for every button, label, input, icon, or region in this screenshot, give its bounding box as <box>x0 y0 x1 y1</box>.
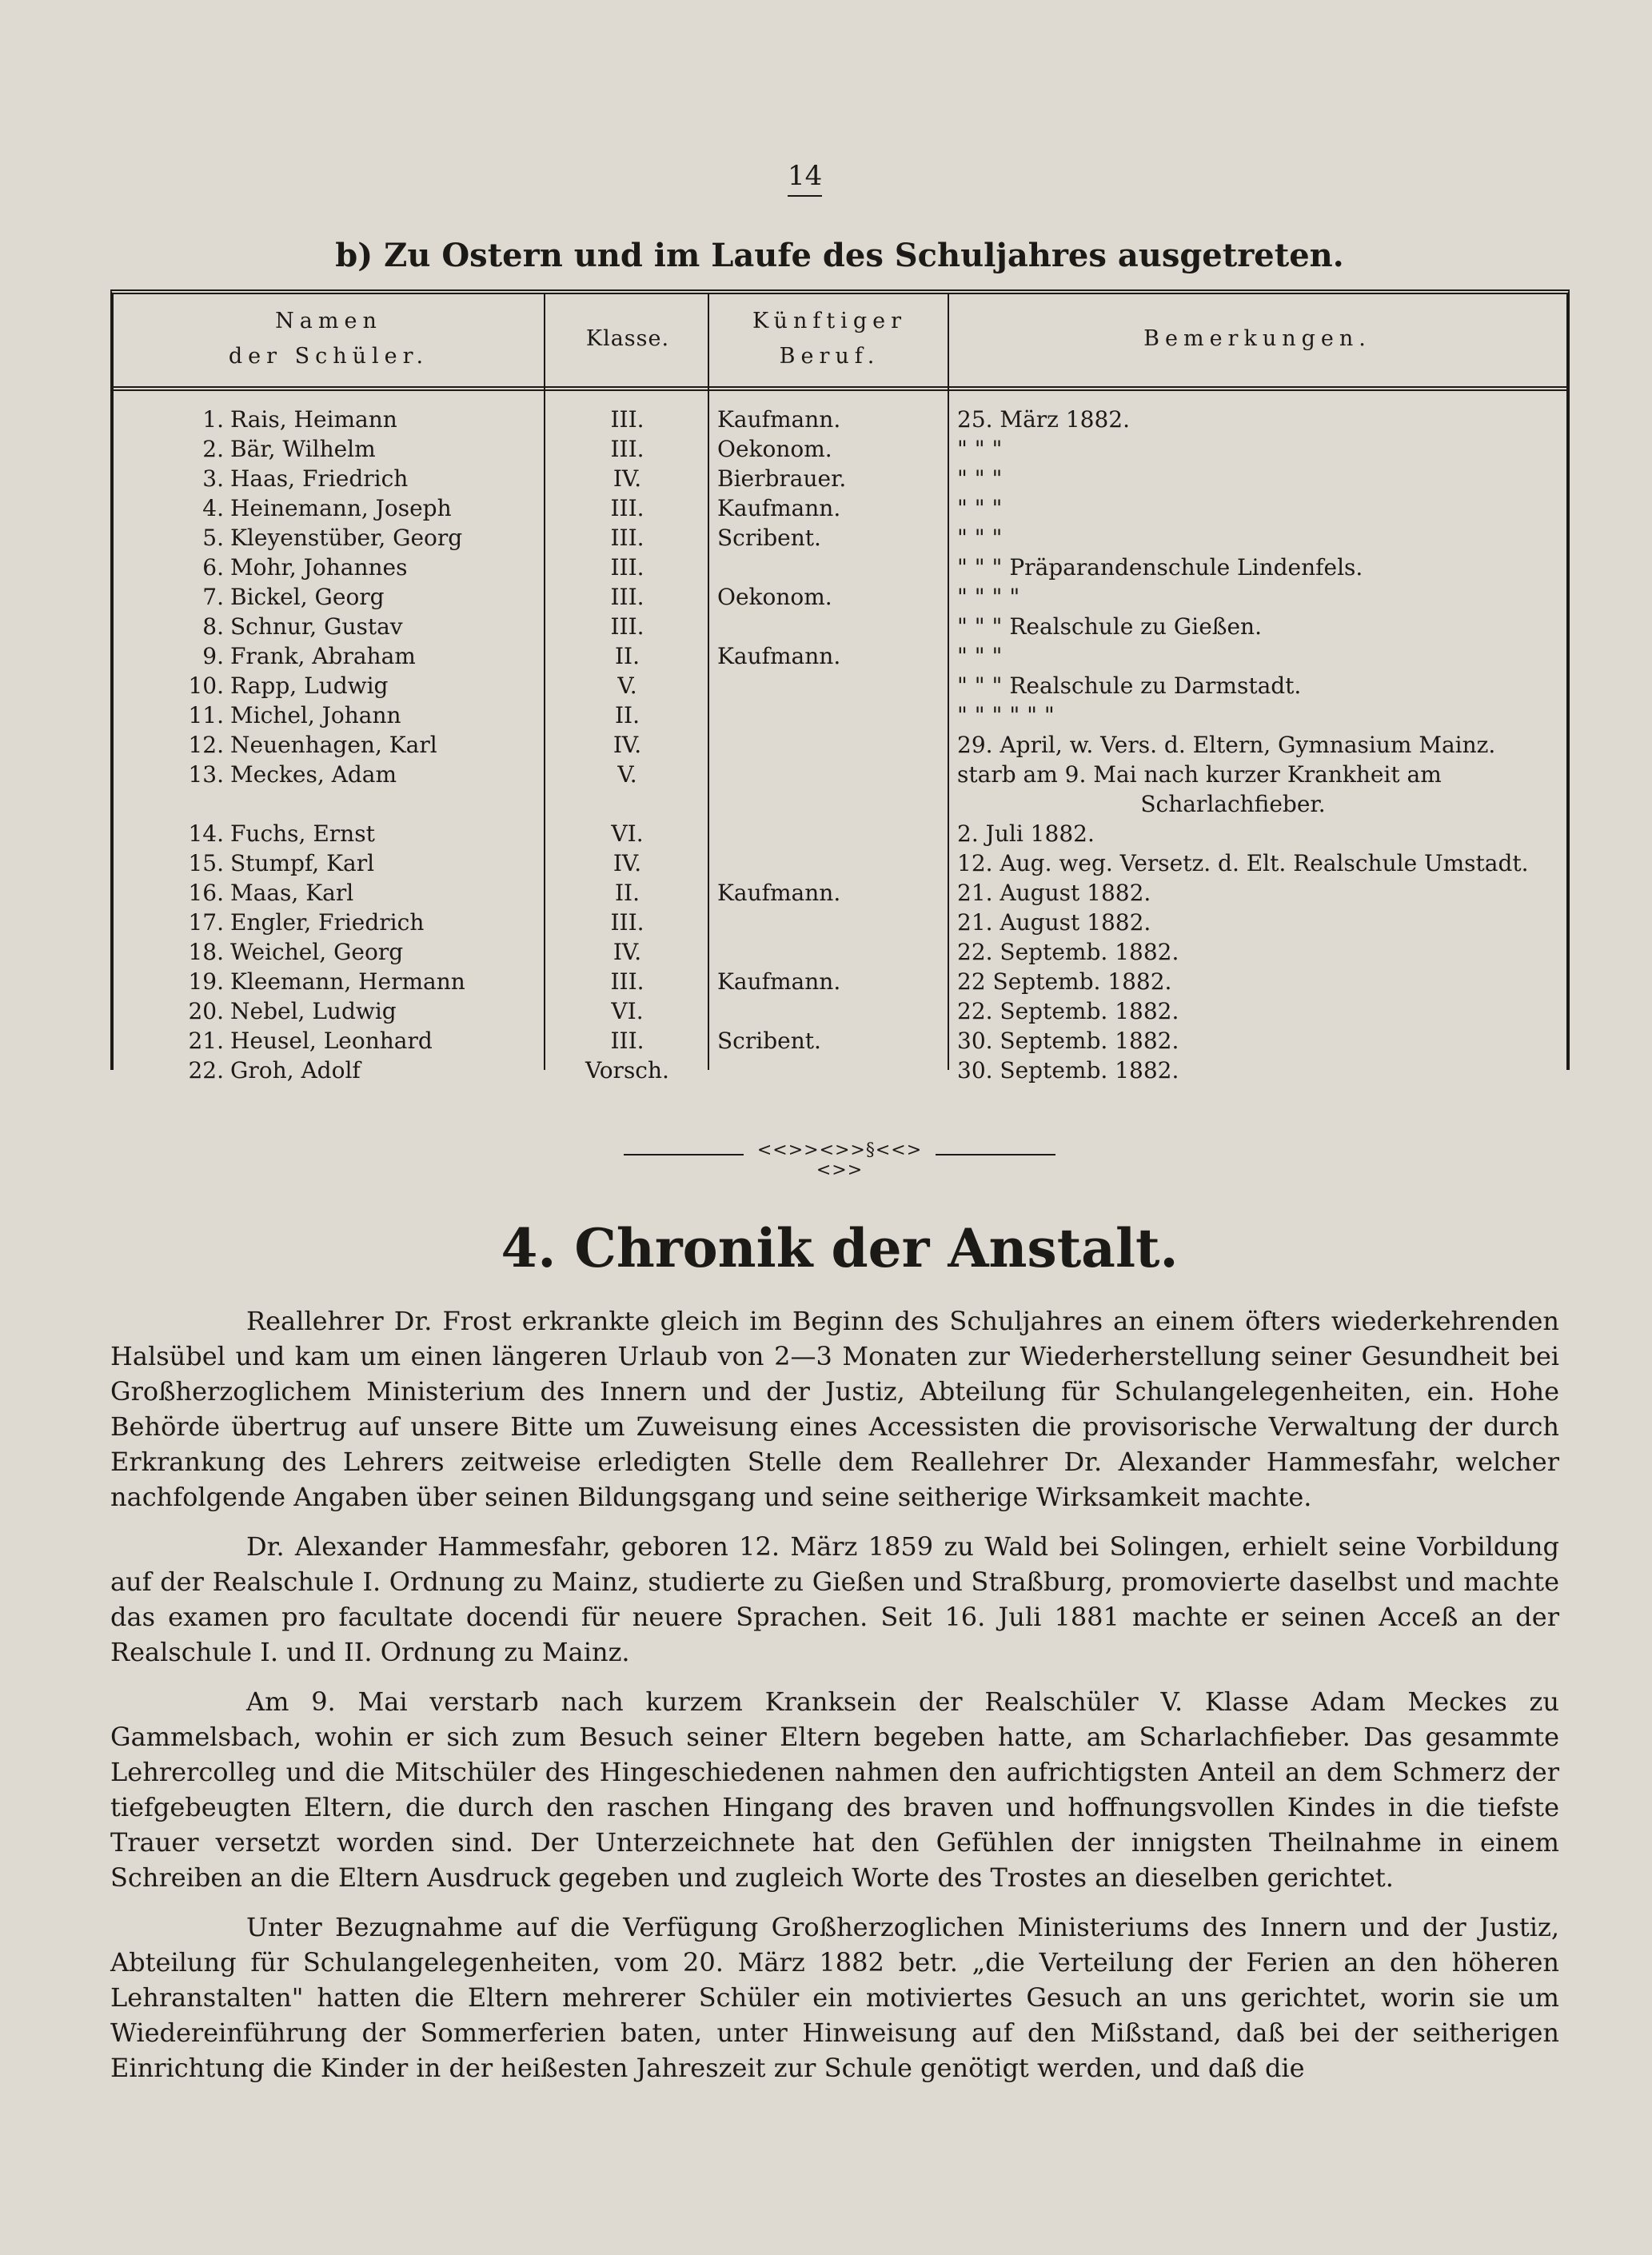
student-name: Haas, Friedrich <box>230 465 409 492</box>
remarks-cell: " " " <box>957 465 1003 492</box>
career-cell: Oekonom. <box>717 436 832 462</box>
student-name: Fuchs, Ernst <box>230 820 375 847</box>
class-cell: II. <box>614 702 640 728</box>
class-cell: II. <box>614 880 640 906</box>
remarks-cell: 21. August 1882. <box>957 880 1151 906</box>
career-cell: Scribent. <box>717 1028 821 1054</box>
career-cell: Scribent. <box>717 525 821 551</box>
table-row <box>114 464 1566 493</box>
student-name: Neuenhagen, Karl <box>230 732 437 758</box>
table-row <box>114 612 1566 641</box>
class-cell: III. <box>610 968 644 995</box>
career-cell: Kaufmann. <box>717 880 841 906</box>
student-name: Meckes, Adam <box>230 761 397 788</box>
class-cell: III. <box>610 525 644 551</box>
row-number: 21. <box>188 1028 224 1054</box>
remarks-cell: 25. März 1882. <box>957 406 1130 433</box>
row-number: 10. <box>188 673 224 699</box>
row-number: 4. <box>202 495 224 521</box>
table-body <box>114 405 1566 1085</box>
row-number: 1. <box>202 406 224 433</box>
class-cell: III. <box>610 613 644 640</box>
row-number: 11. <box>188 702 224 728</box>
row-number: 20. <box>188 998 224 1024</box>
student-name: Rais, Heimann <box>230 406 397 433</box>
career-cell: Kaufmann. <box>717 643 841 669</box>
class-cell: VI. <box>611 820 644 847</box>
table-row <box>114 434 1566 464</box>
student-name: Heinemann, Joseph <box>230 495 452 521</box>
section-heading: b) Zu Ostern und im Laufe des Schuljahres ausgetreten. <box>335 237 1344 274</box>
row-number: 3. <box>202 465 224 492</box>
remarks-cell: " " " Präparandenschule Lindenfels. <box>957 554 1363 581</box>
class-cell: III. <box>610 909 644 936</box>
student-name: Bär, Wilhelm <box>230 436 376 462</box>
class-cell: IV. <box>613 732 642 758</box>
header-rule <box>114 386 1566 391</box>
remarks-cell: " " " Realschule zu Darmstadt. <box>957 673 1302 699</box>
header-class: Klasse. <box>585 326 670 351</box>
chronicle-text <box>110 1303 1559 2100</box>
table-row <box>114 878 1566 908</box>
career-cell: Oekonom. <box>717 584 832 610</box>
student-name: Nebel, Ludwig <box>230 998 397 1024</box>
row-number: 16. <box>188 880 224 906</box>
table-row <box>114 1056 1566 1085</box>
table-row <box>114 908 1566 937</box>
remarks-cell: " " " <box>957 436 1003 462</box>
remarks-cell: starb am 9. Mai nach kurzer Krankheit am Scharlachfieber. <box>957 761 1442 817</box>
header-remarks: Bemerkungen. <box>1143 326 1371 351</box>
class-cell: III. <box>610 584 644 610</box>
table-row <box>114 582 1566 612</box>
student-name: Mohr, Johannes <box>230 554 408 581</box>
header-career: Künftiger Beruf. <box>752 309 907 369</box>
remarks-cell: 12. Aug. weg. Versetz. d. Elt. Realschule Umstadt. <box>957 850 1529 876</box>
row-number: 5. <box>202 525 224 551</box>
class-cell: IV. <box>613 939 642 965</box>
student-name: Kleyenstüber, Georg <box>230 525 463 551</box>
paragraph: Dr. Alexander Hammesfahr, geboren 12. März 1859 zu Wald bei Solingen, erhielt seine Vorbildung auf der Realschule I. Ordnung zu Mainz, studierte zu Gießen und Straßburg, promovierte daselbst und machte das examen pro facultate docendi für neuere Sprachen. Seit 16. Juli 1881 machte er seinen Acceß an der Realschule I. und II. Ordnung zu Mainz. <box>110 1531 1559 1667</box>
remarks-cell: 30. Septemb. 1882. <box>957 1057 1179 1084</box>
student-name: Michel, Johann <box>230 702 401 728</box>
table-row <box>114 493 1566 523</box>
student-name: Schnur, Gustav <box>230 613 403 640</box>
row-number: 6. <box>202 554 224 581</box>
remarks-cell: 21. August 1882. <box>957 909 1151 936</box>
student-name: Frank, Abraham <box>230 643 416 669</box>
class-cell: III. <box>610 436 644 462</box>
class-cell: VI. <box>611 998 644 1024</box>
row-number: 12. <box>188 732 224 758</box>
paragraph: Reallehrer Dr. Frost erkrankte gleich im Beginn des Schuljahres an einem öfters wiederkehrenden Halsübel und kam um einen längeren Urlaub von 2—3 Monaten zur Wiederherstellung seiner Gesundheit bei Großherzoglichem Ministerium des Innern und der Justiz, Abteilung für Schulangelegenheiten, ein. Hohe Behörde übertrug auf unsere Bitte um Zuweisung eines Accessisten die provisorische Verwaltung der durch Erkrankung des Lehrers zeitweise erledigten Stelle dem Reallehrer Dr. Alexander Hammesfahr, welcher nachfolgende Angaben über seinen Bildungsgang und seine seitherige Wirksamkeit machte. <box>110 1306 1559 1512</box>
table-row <box>114 996 1566 1026</box>
class-cell: IV. <box>613 465 642 492</box>
class-cell: Vorsch. <box>585 1057 669 1084</box>
table-row <box>114 641 1566 671</box>
row-number: 2. <box>202 436 224 462</box>
class-cell: III. <box>610 495 644 521</box>
row-number: 14. <box>188 820 224 847</box>
table-row <box>114 967 1566 996</box>
row-number: 8. <box>202 613 224 640</box>
career-cell: Kaufmann. <box>717 968 841 995</box>
table-row <box>114 553 1566 582</box>
remarks-cell: 22. Septemb. 1882. <box>957 939 1179 965</box>
student-name: Engler, Friedrich <box>230 909 425 936</box>
class-cell: II. <box>614 643 640 669</box>
remarks-cell: " " " <box>957 643 1003 669</box>
table-row <box>114 848 1566 878</box>
class-cell: III. <box>610 406 644 433</box>
table-row <box>114 523 1566 553</box>
table-row <box>114 405 1566 434</box>
row-number: 18. <box>188 939 224 965</box>
row-number: 13. <box>188 761 224 788</box>
student-name: Stumpf, Karl <box>230 850 375 876</box>
table-row <box>114 700 1566 730</box>
header-names: Namen der Schüler. <box>228 309 429 369</box>
row-number: 17. <box>188 909 224 936</box>
remarks-cell: " " " <box>957 495 1003 521</box>
ornament-divider: <<>><>>§<<><>> <box>624 1145 1055 1164</box>
page-number: 14 <box>788 160 822 197</box>
remarks-cell: 2. Juli 1882. <box>957 820 1095 847</box>
student-name: Maas, Karl <box>230 880 354 906</box>
remarks-cell: 30. Septemb. 1882. <box>957 1028 1179 1054</box>
class-cell: III. <box>610 1028 644 1054</box>
table-row <box>114 671 1566 700</box>
chapter-title: 4. Chronik der Anstalt. <box>501 1217 1179 1279</box>
student-name: Heusel, Leonhard <box>230 1028 433 1054</box>
paragraph: Am 9. Mai verstarb nach kurzem Kranksein der Realschüler V. Klasse Adam Meckes zu Gammelsbach, wohin er sich zum Besuch seiner Eltern begeben hatte, am Scharlachfieber. Das gesammte Lehrercolleg und die Mitschüler des Hingeschiedenen nahmen den aufrichtigsten Anteil an dem Schmerz der tiefgebeugten Eltern, die durch den raschen Hingang des braven und hoffnungsvollen Kindes in die tiefste Trauer versetzt worden sind. Der Unterzeichnete hat den Gefühlen der innigsten Theilnahme in einem Schreiben an die Eltern Ausdruck gegeben und zugleich Worte des Trostes an dieselben gerichtet. <box>110 1686 1559 1893</box>
class-cell: IV. <box>613 850 642 876</box>
class-cell: III. <box>610 554 644 581</box>
table-row <box>114 1026 1566 1056</box>
remarks-cell: " " " <box>957 525 1003 551</box>
remarks-cell: " " " " " " <box>957 702 1055 728</box>
row-number: 9. <box>202 643 224 669</box>
remarks-cell: " " " Realschule zu Gießen. <box>957 613 1262 640</box>
remarks-cell: " " " " <box>957 584 1020 610</box>
remarks-cell: 22. Septemb. 1882. <box>957 998 1179 1024</box>
row-number: 7. <box>202 584 224 610</box>
student-name: Weichel, Georg <box>230 939 404 965</box>
table-row <box>114 819 1566 848</box>
student-name: Rapp, Ludwig <box>230 673 389 699</box>
student-name: Bickel, Georg <box>230 584 385 610</box>
career-cell: Bierbrauer. <box>717 465 847 492</box>
row-number: 15. <box>188 850 224 876</box>
paragraph: Unter Bezugnahme auf die Verfügung Großherzoglichen Ministeriums des Innern und der Justiz, Abteilung für Schulangelegenheiten, vom 20. März 1882 betr. „die Verteilung der Ferien an den höheren Lehranstalten" hatten die Eltern mehrerer Schüler ein motiviertes Gesuch an uns gerichtet, worin sie um Wiedereinführung der Sommerferien baten, unter Hinweisung auf den Mißstand, daß bei der seitherigen Einrichtung die Kinder in der heißesten Jahreszeit zur Schule genötigt werden, und daß die <box>110 1912 1559 2083</box>
class-cell: V. <box>617 673 637 699</box>
remarks-cell: 22 Septemb. 1882. <box>957 968 1172 995</box>
table-row <box>114 760 1566 819</box>
student-name: Groh, Adolf <box>230 1057 361 1084</box>
row-number: 22. <box>188 1057 224 1084</box>
row-number: 19. <box>188 968 224 995</box>
departed-students-table <box>110 289 1570 1084</box>
table-row <box>114 937 1566 967</box>
career-cell: Kaufmann. <box>717 495 841 521</box>
remarks-cell: 29. April, w. Vers. d. Eltern, Gymnasium Mainz. <box>957 732 1496 758</box>
class-cell: V. <box>617 761 637 788</box>
table-row <box>114 730 1566 760</box>
career-cell: Kaufmann. <box>717 406 841 433</box>
student-name: Kleemann, Hermann <box>230 968 465 995</box>
